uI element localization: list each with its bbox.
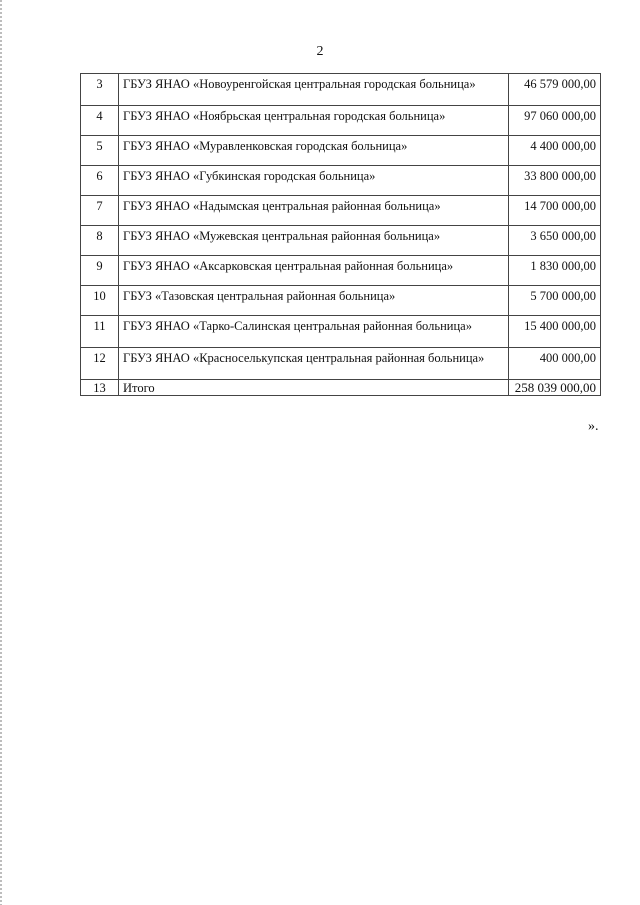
total-label: Итого [119, 380, 509, 396]
institution-name: ГБУЗ «Тазовская центральная районная больница» [119, 286, 509, 316]
closing-quote-mark: ». [588, 419, 599, 434]
institution-name: ГБУЗ ЯНАО «Надымская центральная районная больница» [119, 196, 509, 226]
amount: 1 830 000,00 [509, 256, 601, 286]
table-row [81, 316, 601, 348]
amount: 15 400 000,00 [509, 316, 601, 348]
amount: 46 579 000,00 [509, 74, 601, 106]
total-amount: 258 039 000,00 [509, 380, 601, 396]
amount: 400 000,00 [509, 348, 601, 380]
institution-name: ГБУЗ ЯНАО «Ноябрьская центральная городская больница» [119, 106, 509, 136]
row-number: 5 [81, 136, 119, 166]
amount: 4 400 000,00 [509, 136, 601, 166]
row-number: 7 [81, 196, 119, 226]
institution-name: ГБУЗ ЯНАО «Красноселькупская центральная районная больница» [119, 348, 509, 380]
allocation-table [80, 73, 601, 396]
scan-left-edge [0, 0, 2, 905]
row-number: 10 [81, 286, 119, 316]
row-number: 4 [81, 106, 119, 136]
table-row [81, 196, 601, 226]
row-number: 11 [81, 316, 119, 348]
row-number: 12 [81, 348, 119, 380]
institution-name: ГБУЗ ЯНАО «Аксарковская центральная районная больница» [119, 256, 509, 286]
institution-name: ГБУЗ ЯНАО «Муравленковская городская больница» [119, 136, 509, 166]
row-number: 6 [81, 166, 119, 196]
table-row [81, 136, 601, 166]
table-row [81, 286, 601, 316]
amount: 3 650 000,00 [509, 226, 601, 256]
amount: 5 700 000,00 [509, 286, 601, 316]
institution-name: ГБУЗ ЯНАО «Губкинская городская больница» [119, 166, 509, 196]
institution-name: ГБУЗ ЯНАО «Тарко-Салинская центральная районная больница» [119, 316, 509, 348]
page-number: 2 [316, 44, 324, 59]
table-row [81, 256, 601, 286]
amount: 33 800 000,00 [509, 166, 601, 196]
amount: 97 060 000,00 [509, 106, 601, 136]
row-number: 3 [81, 74, 119, 106]
table-row [81, 226, 601, 256]
table-row [81, 74, 601, 106]
total-row [81, 380, 601, 396]
row-number: 13 [81, 380, 119, 396]
table-row [81, 166, 601, 196]
table-row [81, 348, 601, 380]
table-row [81, 106, 601, 136]
amount: 14 700 000,00 [509, 196, 601, 226]
row-number: 9 [81, 256, 119, 286]
row-number: 8 [81, 226, 119, 256]
institution-name: ГБУЗ ЯНАО «Мужевская центральная районная больница» [119, 226, 509, 256]
institution-name: ГБУЗ ЯНАО «Новоуренгойская центральная городская больница» [119, 74, 509, 106]
